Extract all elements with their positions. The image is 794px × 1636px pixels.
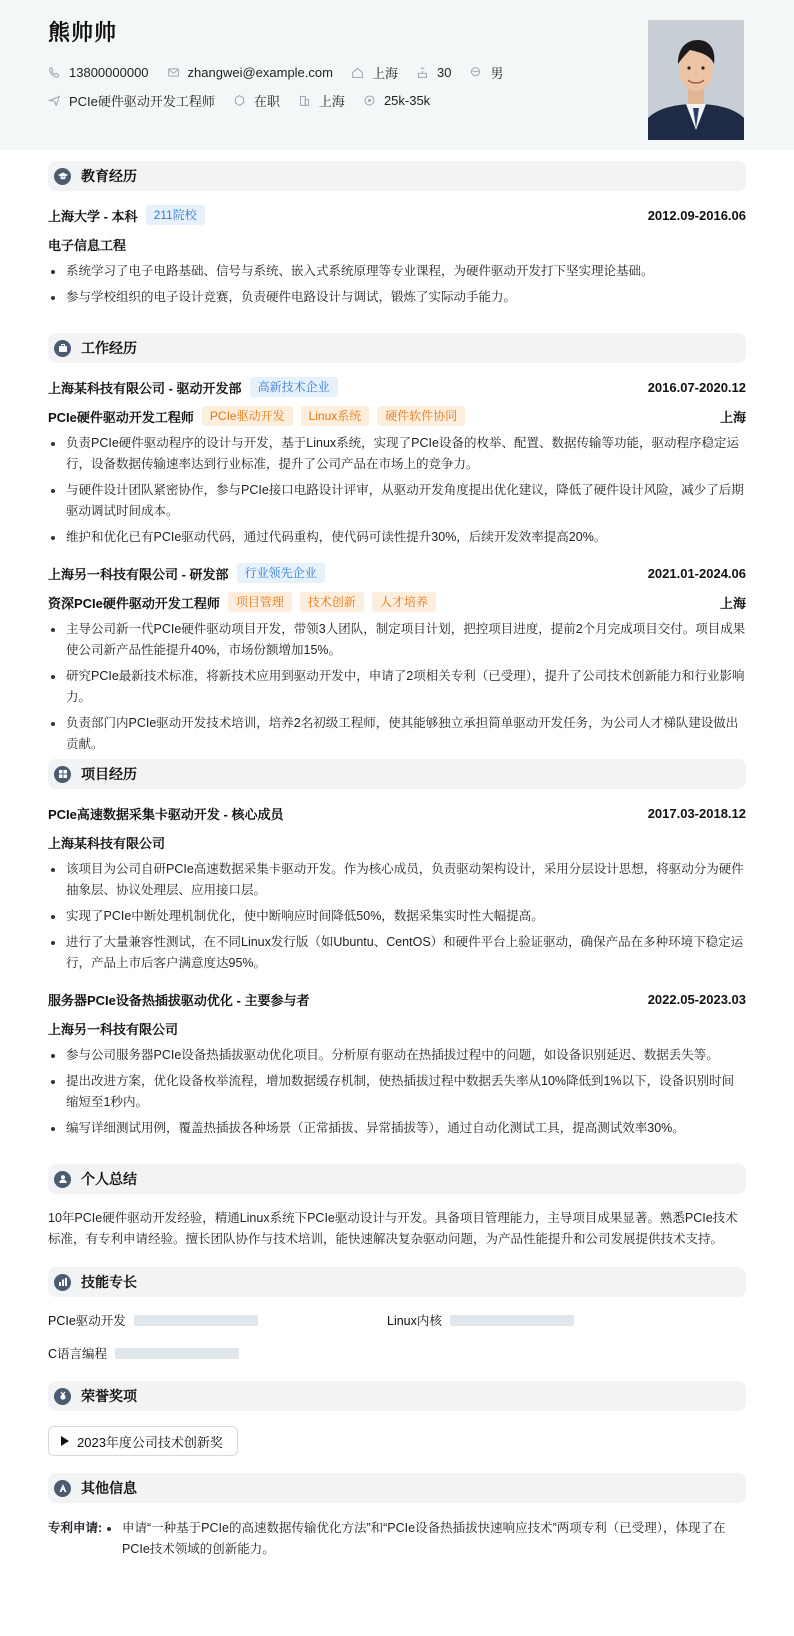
age-text: 30 [436, 64, 452, 80]
work-date: 2021.01-2024.06 [647, 565, 746, 581]
list-item: 负责部门内PCIe驱动开发技术培训，培养2名初级工程师，使其能够独立承担简单驱动开发任务，为公司人才梯队建设做出贡献。 [48, 713, 746, 755]
list-item: 实现了PCIe中断处理机制优化，使中断响应时间降低50%，数据采集实时性大幅提高。 [48, 906, 746, 927]
list-item: 与硬件设计团队紧密协作，参与PCIe接口电路设计评审，从驱动开发角度提出优化建议，降低了硬件设计风险，减少了后期驱动调试时间成本。 [48, 480, 746, 522]
location-text: 上海 [371, 65, 398, 81]
skill-level-bar [134, 1315, 258, 1326]
info-icon [54, 1480, 71, 1497]
age-info [416, 65, 451, 80]
work-city: 上海 [719, 409, 746, 425]
work-header [48, 376, 746, 398]
project-bullets [48, 859, 746, 974]
award-item[interactable] [48, 1426, 238, 1456]
position-title: 资深PCIe硬件驱动开发工程师 [48, 595, 220, 611]
skill-item [48, 1310, 258, 1330]
list-item: 进行了大量兼容性测试，在不同Linux发行版（如Ubuntu、CentOS）和硬件平台上验证驱动，确保产品在多种环境下稳定运行，产品上市后客户满意度达95%。 [48, 932, 746, 974]
work-entry [48, 376, 746, 553]
major-row [48, 233, 746, 255]
list-item: 系统学习了电子电路基础、信号与系统、嵌入式系统原理等专业课程，为硬件驱动开发打下坚实理论基础。 [48, 261, 746, 282]
list-item: 提出改进方案，优化设备枚举流程，增加数据缓存机制，使热插拔过程中数据丢失率从10%降低到1%以下，设备识别时间缩短至1秒内。 [48, 1071, 746, 1113]
skill-tag: 硬件软件协同 [377, 406, 465, 426]
list-item: 参与公司服务器PCIe设备热插拔驱动优化项目。分析原有驱动在热插拔过程中的问题，如设备识别延迟、数据丢失等。 [48, 1045, 746, 1066]
project-company: 上海另一科技有限公司 [48, 1021, 179, 1037]
list-item: 参与学校组织的电子设计竞赛，负责硬件电路设计与调试，锻炼了实际动手能力。 [48, 287, 746, 308]
project-entry [48, 802, 746, 979]
skill-name: PCIe驱动开发 [48, 1314, 126, 1328]
status-info [233, 91, 280, 110]
list-item: 申请“一种基于PCIe的高速数据传输优化方法”和“PCIe设备热插拔快速响应技术”两项专利（已受理），体现了在PCIe技术领域的创新能力。 [104, 1518, 746, 1560]
candidate-name: 熊帅帅 [48, 20, 118, 45]
education-header [48, 204, 746, 226]
city-info [298, 91, 345, 110]
briefcase-icon [54, 340, 71, 357]
mail-icon [167, 66, 180, 79]
work-bullets [48, 433, 746, 548]
list-item: 该项目为公司自研PCIe高速数据采集卡驱动开发。作为核心成员，负责驱动架构设计，采用分层设计思想，将驱动分为硬件抽象层、协议处理层、应用接口层。 [48, 859, 746, 901]
email-text: zhangwei@example.com [187, 64, 333, 80]
other-info [48, 1518, 746, 1565]
education-bullets [48, 261, 746, 308]
award-label: 2023年度公司技术创新奖 [77, 1434, 223, 1450]
list-item: 负责PCIe硬件驱动程序的设计与开发，基于Linux系统，实现了PCIe设备的枚举、配置、数据传输等功能，驱动程序稳定运行，设备数据传输速率达到行业标准，提升了公司产品在市场上的竞争力。 [48, 433, 746, 475]
job-title-info [48, 91, 215, 110]
major-name: 电子信息工程 [48, 237, 127, 253]
skill-name: Linux内核 [387, 1314, 442, 1328]
section-skills [48, 1267, 746, 1297]
skill-level-bar [450, 1315, 574, 1326]
other-bullets [104, 1518, 746, 1565]
project-header [48, 802, 746, 824]
job-title-text: PCIe硬件驱动开发工程师 [69, 93, 215, 109]
section-title-education: 教育经历 [81, 168, 137, 184]
section-summary [48, 1164, 746, 1194]
project-bullets [48, 1045, 746, 1139]
city-text: 上海 [318, 93, 345, 109]
age-icon [416, 66, 429, 79]
section-education [48, 161, 746, 191]
send-icon [48, 94, 61, 107]
project-title: PCIe高速数据采集卡驱动开发 - 核心成员 [48, 806, 284, 822]
salary-text: 25k-35k [383, 92, 431, 108]
salary-icon [363, 94, 376, 107]
section-title-summary: 个人总结 [81, 1171, 137, 1187]
list-item: 维护和优化已有PCIe驱动代码，通过代码重构，使代码可读性提升30%，后续开发效率提高20%。 [48, 527, 746, 548]
graduation-cap-icon [54, 168, 71, 185]
gender-icon [469, 66, 482, 79]
status-icon [233, 94, 246, 107]
skill-name: C语言编程 [48, 1347, 108, 1361]
project-title: 服务器PCIe设备热插拔驱动优化 - 主要参与者 [48, 992, 310, 1008]
education-date: 2012.09-2016.06 [647, 207, 746, 223]
gender-text: 男 [490, 65, 504, 81]
section-projects [48, 759, 746, 789]
skill-item [387, 1310, 574, 1330]
list-item: 研究PCIe最新技术标准，将新技术应用到驱动开发中，申请了2项相关专利（已受理），提升了公司技术创新能力和行业影响力。 [48, 666, 746, 708]
list-item: 主导公司新一代PCIe硬件驱动项目开发，带领3人团队，制定项目计划，把控项目进度，提前2个月完成项目交付。项目成果使公司新产品性能提升40%，市场份额增加15%。 [48, 619, 746, 661]
skill-tag: 项目管理 [228, 592, 292, 612]
education-entry [48, 204, 746, 313]
phone-text: 13800000000 [69, 64, 149, 80]
project-company-row [48, 831, 746, 853]
company-tag: 高新技术企业 [250, 377, 338, 397]
medal-icon [54, 1388, 71, 1405]
position-row [48, 591, 746, 613]
position-row [48, 405, 746, 427]
work-bullets [48, 619, 746, 755]
skill-tag: Linux系统 [301, 406, 370, 426]
user-icon [54, 1171, 71, 1188]
work-header [48, 562, 746, 584]
email-info [167, 65, 333, 80]
work-city: 上海 [719, 595, 746, 611]
section-title-projects: 项目经历 [81, 766, 137, 782]
phone-icon [48, 66, 61, 79]
section-title-work: 工作经历 [81, 340, 137, 356]
list-item: 编写详细测试用例，覆盖热插拔各种场景（正常插拔、异常插拔等），通过自动化测试工具，提高测试效率30%。 [48, 1118, 746, 1139]
status-text: 在职 [253, 93, 280, 109]
work-date: 2016.07-2020.12 [647, 379, 746, 395]
section-awards [48, 1381, 746, 1411]
summary-text: 10年PCIe硬件驱动开发经验，精通Linux系统下PCIe驱动设计与开发。具备项目管理能力，主导项目成果显著。熟悉PCIe技术标准，有专利申请经验。擅长团队协作与技术培训，能快速解决复杂驱动问题，为产品性能提升和公司发展提供技术支持。 [48, 1211, 738, 1246]
project-entry [48, 988, 746, 1144]
company-name: 上海某科技有限公司 - 驱动开发部 [48, 380, 242, 396]
home-icon [351, 66, 364, 79]
section-title-skills: 技能专长 [81, 1274, 137, 1290]
job-row [48, 90, 746, 110]
work-entry [48, 562, 746, 760]
section-other [48, 1473, 746, 1503]
location-info [351, 63, 398, 82]
chart-icon [54, 1274, 71, 1291]
project-company-row [48, 1017, 746, 1039]
skill-tag: PCIe驱动开发 [202, 406, 293, 426]
profile-photo [648, 20, 744, 140]
patent-label: 专利申请: [48, 1521, 103, 1535]
school-name: 上海大学 - 本科 [48, 208, 138, 224]
gender-info [469, 63, 503, 82]
project-date: 2022.05-2023.03 [647, 991, 746, 1007]
section-title-other: 其他信息 [81, 1480, 137, 1496]
project-company: 上海某科技有限公司 [48, 835, 166, 851]
profile-header [0, 0, 794, 150]
salary-info [363, 93, 430, 108]
position-title: PCIe硬件驱动开发工程师 [48, 409, 194, 425]
skill-tag: 人才培养 [372, 592, 436, 612]
skill-level-bar [115, 1348, 239, 1359]
company-tag: 行业领先企业 [237, 563, 325, 583]
contact-row [48, 62, 746, 82]
section-title-awards: 荣誉奖项 [81, 1388, 137, 1404]
phone-info [48, 65, 149, 80]
skill-tag: 技术创新 [300, 592, 364, 612]
section-work [48, 333, 746, 363]
school-tag: 211院校 [146, 205, 205, 225]
grid-icon [54, 766, 71, 783]
building-icon [298, 94, 311, 107]
project-date: 2017.03-2018.12 [647, 805, 746, 821]
company-name: 上海另一科技有限公司 - 研发部 [48, 566, 229, 582]
project-header [48, 988, 746, 1010]
play-triangle-icon [61, 1436, 69, 1446]
skill-item [48, 1343, 239, 1363]
